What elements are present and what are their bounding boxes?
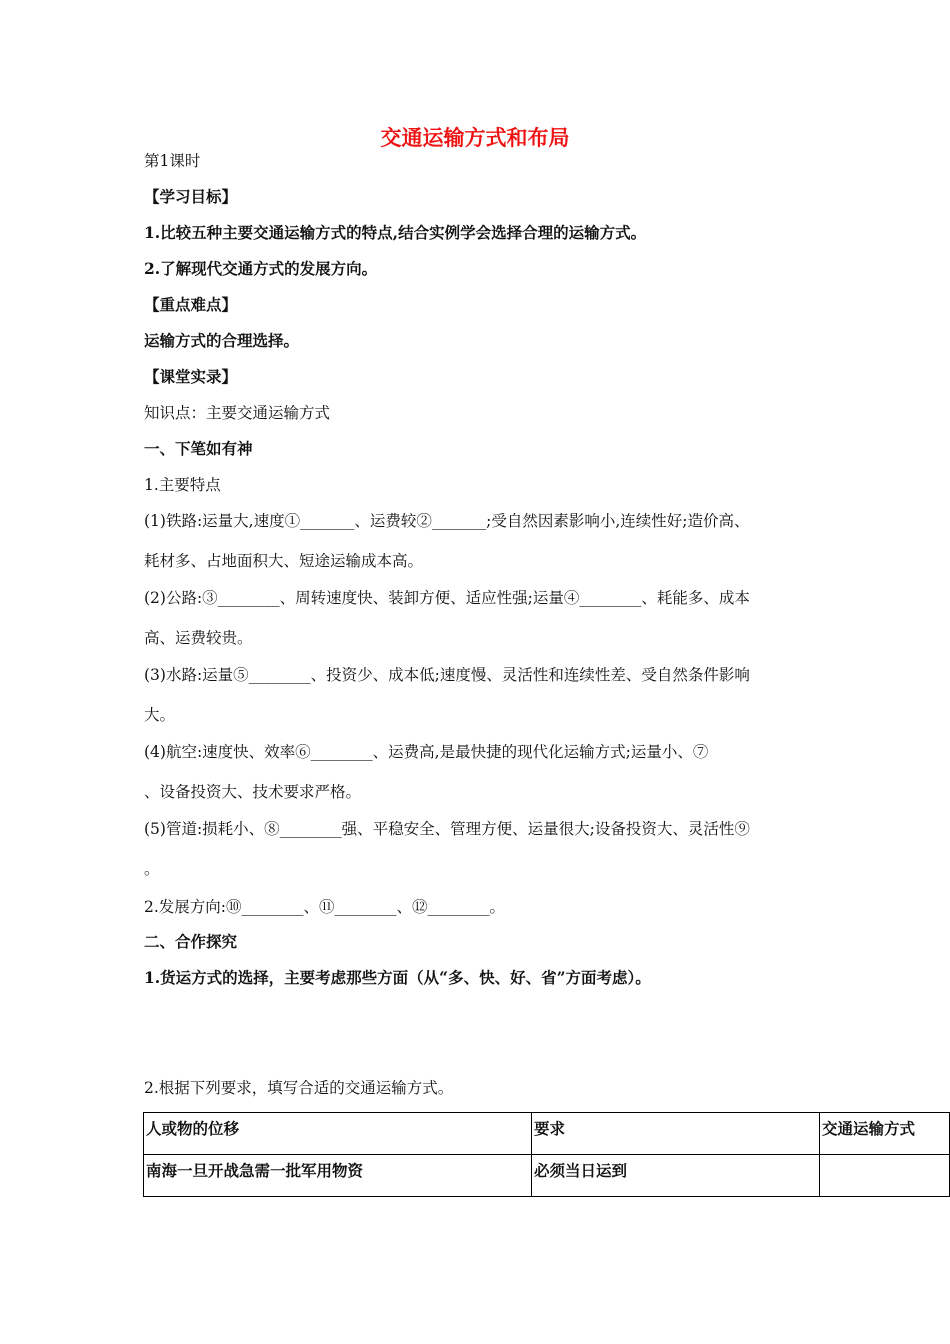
table-row — [144, 1155, 950, 1197]
railway-line-2: 耗材多、占地面积大、短途运输成本高。 — [144, 552, 424, 570]
lesson-label: 第1课时 — [144, 152, 201, 170]
aviation-line-1: (4)航空:速度快、效率⑥________、运费高,是最快捷的现代化运输方式;运量小、⑦ — [144, 743, 709, 761]
table-cell-requirement: 必须当日运到 — [532, 1155, 820, 1197]
pipeline-line-1: (5)管道:损耗小、⑧________强、平稳安全、管理方便、运量很大;设备投资大、灵活性⑨ — [144, 820, 750, 838]
question-2: 2.根据下列要求，填写合适的交通运输方式。 — [144, 1079, 454, 1097]
aviation-line-2: 、设备投资大、技术要求严格。 — [144, 783, 362, 801]
waterway-line-1: (3)水路:运量⑤________、投资少、成本低;速度慢、灵活性和连续性差、受自然条件影响 — [144, 666, 750, 684]
objective-1: 1.比较五种主要交通运输方式的特点,结合实例学会选择合理的运输方式。 — [144, 223, 647, 242]
objective-2: 2.了解现代交通方式的发展方向。 — [144, 259, 378, 278]
transport-requirement-table — [143, 1112, 950, 1197]
development-direction: 2.发展方向:⑩________、⑪________、⑫________。 — [144, 898, 506, 916]
section-heading-classroom: 【课堂实录】 — [144, 367, 238, 386]
table-cell-transport-mode[interactable] — [820, 1155, 950, 1197]
section-heading-key-points: 【重点难点】 — [144, 295, 238, 314]
document-title: 交通运输方式和布局 — [380, 125, 570, 150]
knowledge-point: 知识点：主要交通运输方式 — [144, 404, 331, 422]
pipeline-line-2: 。 — [144, 860, 160, 878]
table-cell-displacement: 南海一旦开战急需一批军用物资 — [144, 1155, 532, 1197]
part-one-heading: 一、下笔如有神 — [144, 439, 253, 458]
section-heading-objectives: 【学习目标】 — [144, 187, 238, 206]
table-header-row — [144, 1113, 950, 1155]
main-features-heading: 1.主要特点 — [144, 476, 221, 494]
header-cell-transport-mode: 交通运输方式 — [820, 1113, 950, 1155]
header-cell-requirement: 要求 — [532, 1113, 820, 1155]
railway-line-1: (1)铁路:运量大,速度①_______、运费较②_______;受自然因素影响小,连续性好;造价高、 — [144, 512, 750, 530]
highway-line-1: (2)公路:③________、周转速度快、装卸方便、适应性强;运量④________、耗能多、成本 — [144, 589, 750, 607]
key-point: 运输方式的合理选择。 — [144, 331, 300, 350]
waterway-line-2: 大。 — [144, 706, 176, 724]
question-1: 1.货运方式的选择，主要考虑那些方面（从“多、快、好、省”方面考虑）。 — [144, 968, 651, 987]
header-cell-displacement: 人或物的位移 — [144, 1113, 532, 1155]
highway-line-2: 高、运费较贵。 — [144, 629, 253, 647]
part-two-heading: 二、合作探究 — [144, 932, 238, 951]
